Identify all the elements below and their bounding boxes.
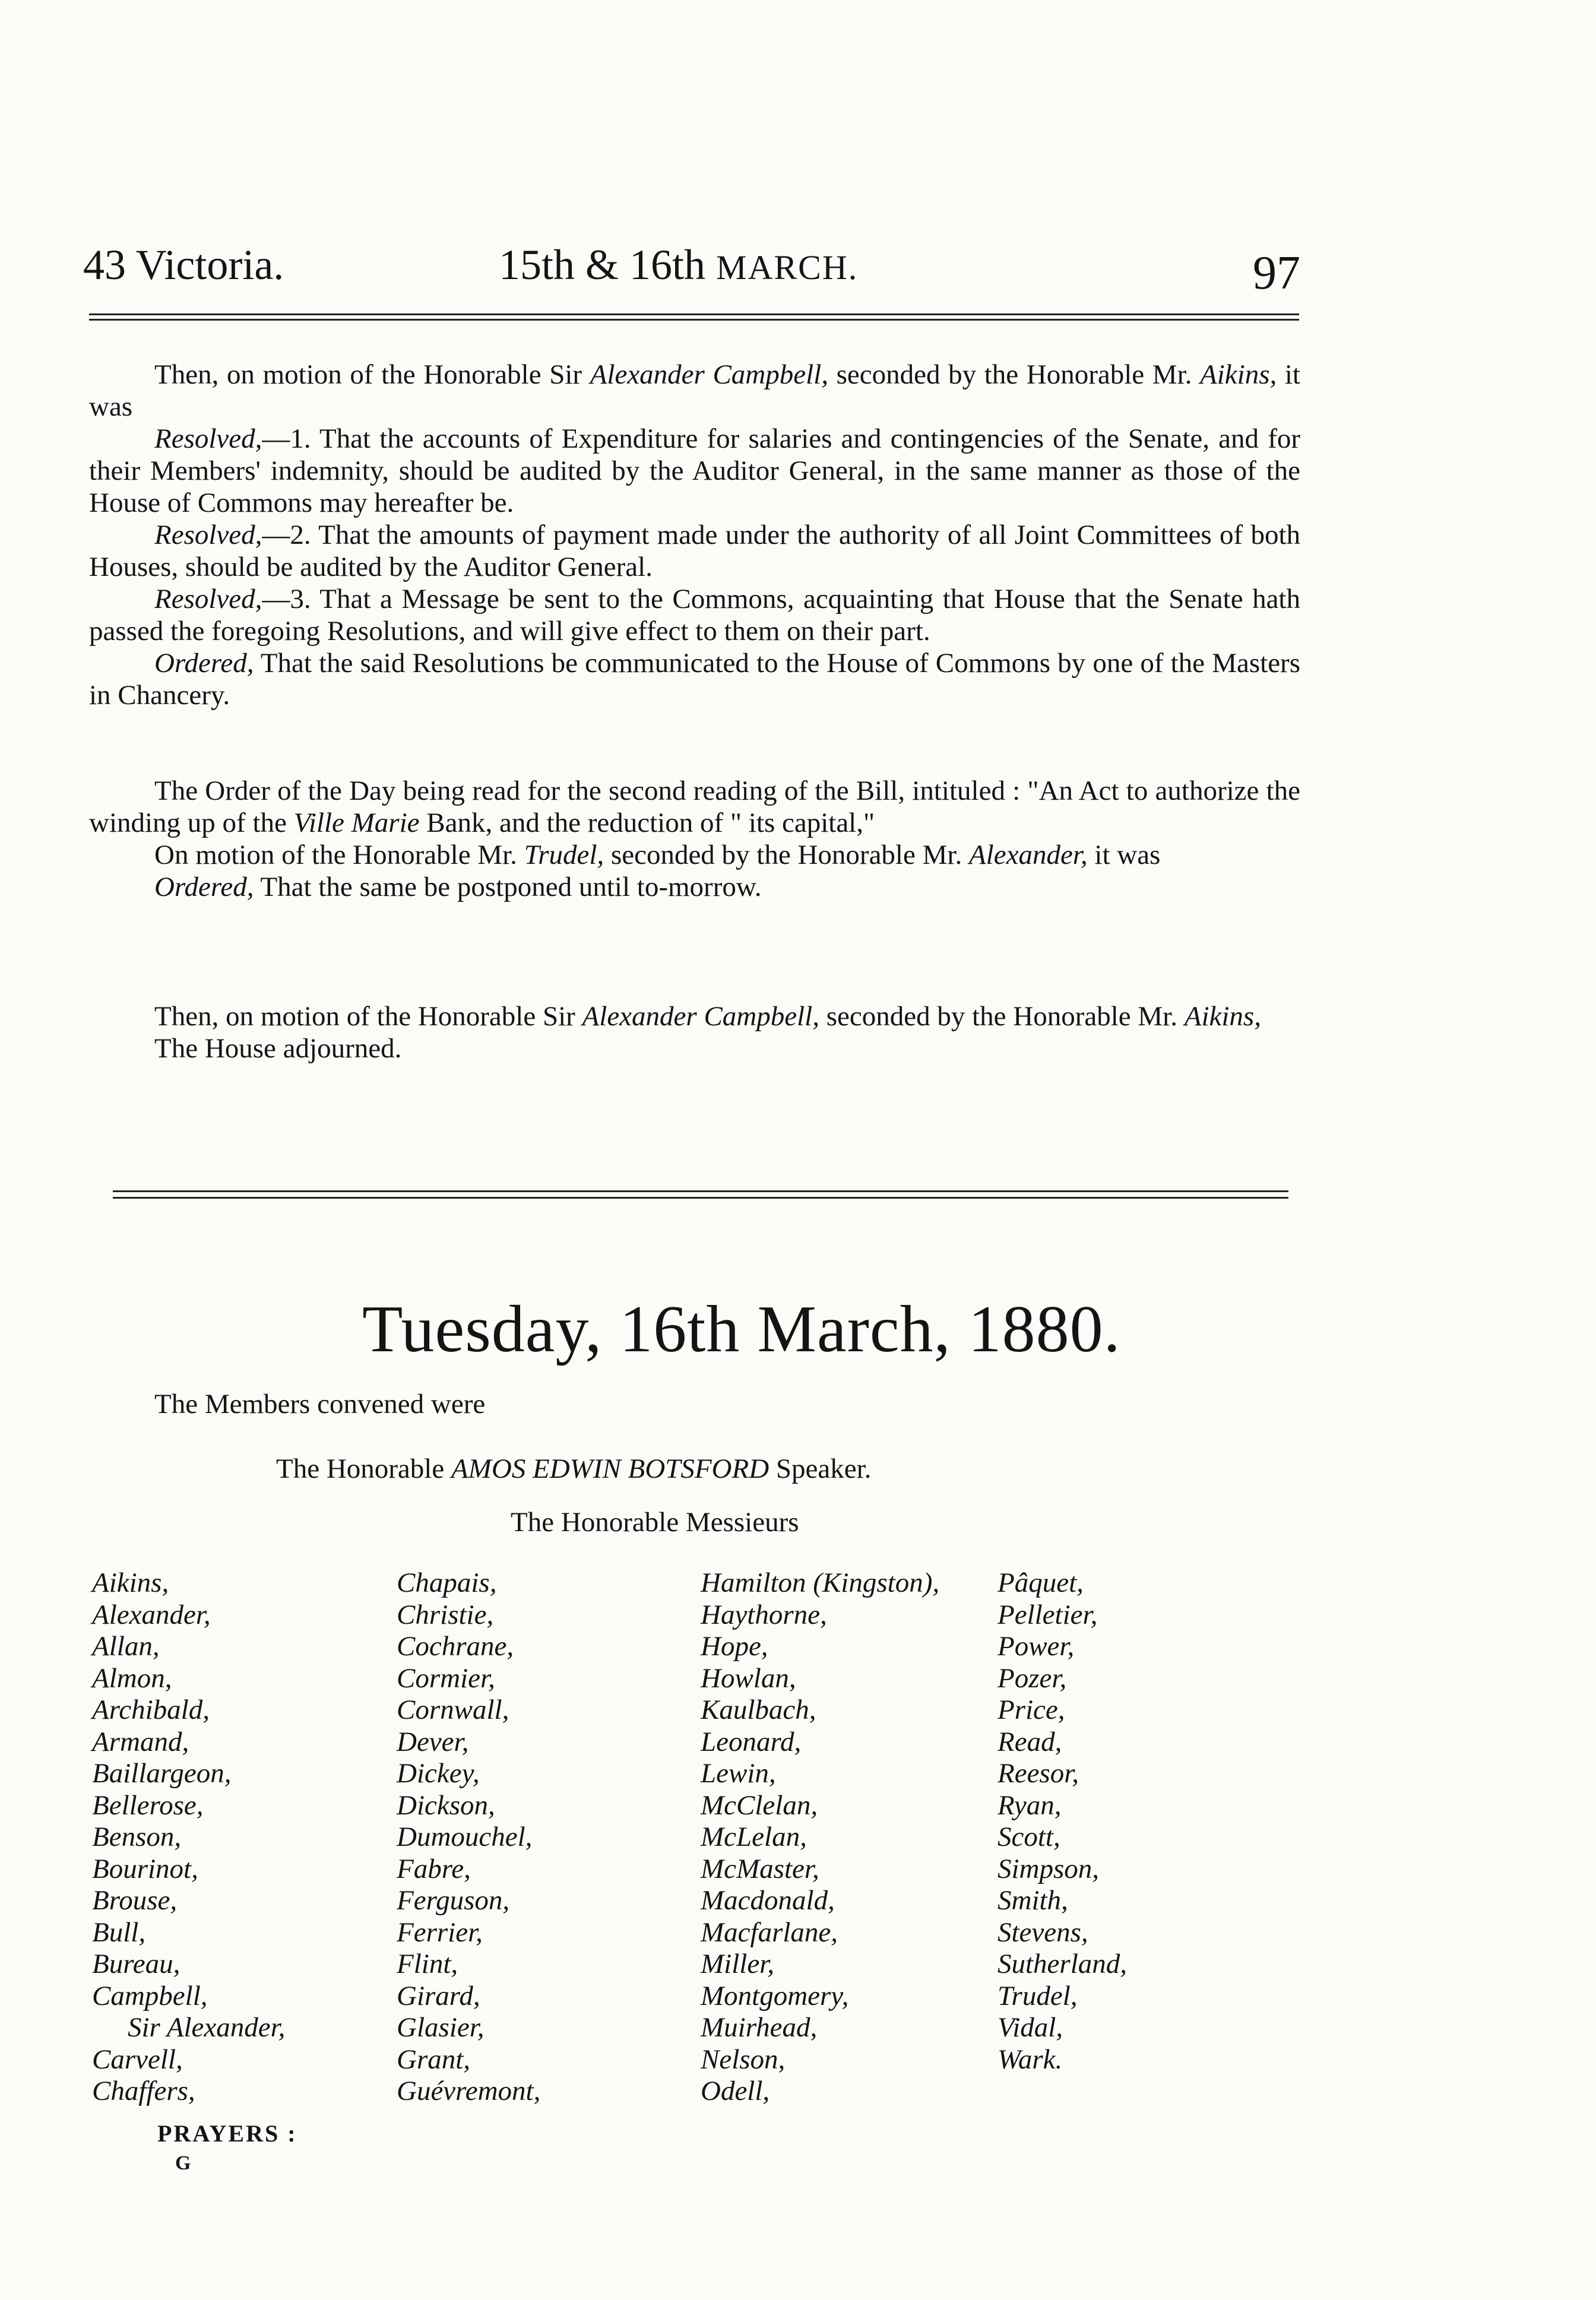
member-name: Pâquet, <box>998 1567 1084 1598</box>
member-name: Kaulbach, <box>701 1694 816 1725</box>
member-name: Cormier, <box>397 1662 495 1694</box>
member-name: Ferguson, <box>397 1885 510 1916</box>
person-name: Alexander Campbell, <box>582 1001 819 1032</box>
member-name: Muirhead, <box>701 2012 818 2043</box>
member-name: Nelson, <box>701 2044 786 2075</box>
order-text: That the said Resolutions be communicated to the House of Commons by one of the Masters in Chancery. <box>89 648 1300 711</box>
members-column-1 <box>92 1567 285 2108</box>
member-name: Cochrane, <box>397 1631 514 1662</box>
sitting-title: Tuesday, 16th March, 1880. <box>362 1292 1121 1366</box>
adjournment-block <box>89 1000 1300 1065</box>
motion-paragraph <box>89 1000 1300 1032</box>
text: seconded by the Honorable Mr. <box>828 359 1201 390</box>
bill-block <box>89 775 1300 903</box>
members-column-3 <box>701 1567 939 2108</box>
member-name: Scott, <box>998 1821 1060 1852</box>
text: Speaker. <box>769 1453 872 1484</box>
member-name: McMaster, <box>701 1853 819 1884</box>
order-text: That the same be postponed until to-morrow. <box>254 872 762 902</box>
member-name: Allan, <box>92 1631 160 1662</box>
text: it was <box>89 359 1300 422</box>
text: Then, on motion of the Honorable Sir <box>154 359 590 390</box>
member-name: Alexander, <box>92 1599 211 1630</box>
member-name: Guévremont, <box>397 2076 541 2106</box>
order-paragraph <box>89 647 1300 711</box>
member-name: Sir Alexander, <box>128 2012 286 2043</box>
member-name: Armand, <box>92 1726 189 1757</box>
bank-name: Ville Marie <box>293 807 420 838</box>
signature-mark: G <box>175 2152 191 2174</box>
resolution-text: —1. That the accounts of Expenditure for salaries and contingencies of the Senate, and for their Members' indemnity, should be audited by the Auditor General, in the same manner as those of the House of Commons may hereafter be. <box>89 423 1300 518</box>
resolved-label: Resolved, <box>154 584 262 614</box>
member-name: Aikins, <box>92 1567 169 1598</box>
member-name: Miller, <box>701 1949 775 1979</box>
convened-line: The Members convened were <box>154 1389 486 1420</box>
member-name: McClelan, <box>701 1789 818 1821</box>
member-name: Bellerose, <box>92 1789 204 1821</box>
member-name: Bourinot, <box>92 1853 198 1884</box>
text: On motion of the Honorable Mr. <box>154 839 524 870</box>
members-column-2 <box>397 1567 540 2108</box>
member-name: Trudel, <box>998 1980 1078 2011</box>
messieurs-line: The Honorable Messieurs <box>511 1507 799 1538</box>
speaker-line <box>276 1453 871 1485</box>
running-head-left: 43 Victoria. <box>83 241 284 289</box>
member-name: Dever, <box>397 1726 469 1757</box>
text: seconded by the Honorable Mr. <box>604 839 969 870</box>
resolution-1 <box>89 423 1300 519</box>
section-divider-bottom <box>113 1197 1288 1199</box>
resolutions-block <box>89 359 1300 711</box>
member-name: Dickson, <box>397 1789 495 1821</box>
member-name: Girard, <box>397 1980 480 2011</box>
member-name: Ferrier, <box>397 1916 483 1948</box>
member-name: Smith, <box>998 1885 1068 1916</box>
member-name: Dickey, <box>397 1758 480 1789</box>
resolution-text: —2. That the amounts of payment made under the authority of all Joint Committees of both Houses, should be audited by the Auditor General. <box>89 519 1300 582</box>
member-name: Macfarlane, <box>701 1916 838 1948</box>
member-name: Campbell, <box>92 1980 208 2011</box>
person-name: Alexander Campbell, <box>590 359 828 390</box>
section-divider-top <box>113 1190 1288 1192</box>
member-name: Hope, <box>701 1631 768 1662</box>
member-name: Brouse, <box>92 1885 178 1916</box>
member-name: Glasier, <box>397 2012 484 2043</box>
person-name: Aikins, <box>1184 1001 1261 1032</box>
running-head-month: MARCH. <box>716 248 859 287</box>
person-name: Alexander, <box>968 839 1088 870</box>
header-rule-top <box>89 313 1299 315</box>
member-name: Baillargeon, <box>92 1758 232 1789</box>
member-name: Montgomery, <box>701 1980 849 2011</box>
member-name: Almon, <box>92 1662 172 1694</box>
prayers-heading: PRAYERS : <box>157 2120 297 2147</box>
member-name: Odell, <box>701 2076 770 2106</box>
member-name: Stevens, <box>998 1916 1088 1948</box>
text: seconded by the Honorable Mr. <box>819 1001 1185 1032</box>
member-name: Read, <box>998 1726 1062 1757</box>
resolved-label: Resolved, <box>154 519 262 550</box>
running-head-center <box>499 240 858 290</box>
member-name: Macdonald, <box>701 1885 835 1916</box>
header-rule-bottom <box>89 319 1299 321</box>
member-name: Pozer, <box>998 1662 1067 1694</box>
member-name: Vidal, <box>998 2012 1063 2043</box>
member-name: Reesor, <box>998 1758 1079 1789</box>
motion-paragraph <box>89 359 1300 423</box>
member-name: Fabre, <box>397 1853 471 1884</box>
member-name: Cornwall, <box>397 1694 509 1725</box>
page-number: 97 <box>1253 247 1300 299</box>
order-paragraph <box>89 871 1300 903</box>
members-column-4 <box>998 1567 1127 2076</box>
member-name: Price, <box>998 1694 1065 1725</box>
member-name: Christie, <box>397 1599 494 1630</box>
running-head-date: 15th & 16th <box>499 241 717 289</box>
member-name: Leonard, <box>701 1726 802 1757</box>
resolution-text: —3. That a Message be sent to the Commons, acquainting that House that the Senate hath passed the foregoing Resolutions, and will give effect to them on their part. <box>89 584 1300 647</box>
motion-paragraph <box>89 839 1300 871</box>
member-name: Dumouchel, <box>397 1821 533 1852</box>
ordered-label: Ordered, <box>154 872 254 902</box>
member-name: Benson, <box>92 1821 182 1852</box>
text: The Honorable <box>276 1453 451 1484</box>
member-name: Ryan, <box>998 1789 1062 1821</box>
resolution-3 <box>89 583 1300 647</box>
text: The Order of the Day being read for the second reading of the Bill, intituled : "An Act to authorize the winding up of the <box>89 775 1300 838</box>
adjourned-line: The House adjourned. <box>154 1033 402 1064</box>
member-name: Simpson, <box>998 1853 1100 1884</box>
member-name: Chaffers, <box>92 2076 195 2106</box>
member-name: Hamilton (Kingston), <box>701 1567 940 1598</box>
member-name: Bull, <box>92 1916 146 1948</box>
resolution-2 <box>89 519 1300 583</box>
member-name: Chapais, <box>397 1567 497 1598</box>
order-of-day-paragraph <box>89 775 1300 839</box>
member-name: Wark. <box>998 2044 1063 2075</box>
member-name: Pelletier, <box>998 1599 1098 1630</box>
member-name: Carvell, <box>92 2044 183 2075</box>
member-name: Power, <box>998 1631 1075 1662</box>
text: Bank, and the reduction of " its capital," <box>419 807 875 838</box>
text: Then, on motion of the Honorable Sir <box>154 1001 582 1032</box>
member-name: McLelan, <box>701 1821 807 1852</box>
member-name: Archibald, <box>92 1694 210 1725</box>
member-name: Bureau, <box>92 1949 180 1979</box>
speaker-name: AMOS EDWIN BOTSFORD <box>451 1453 770 1484</box>
text: it was <box>1087 839 1161 870</box>
ordered-label: Ordered, <box>154 648 254 679</box>
member-name: Lewin, <box>701 1758 776 1789</box>
member-name: Grant, <box>397 2044 471 2075</box>
member-name: Flint, <box>397 1949 458 1979</box>
person-name: Trudel, <box>524 839 604 870</box>
resolved-label: Resolved, <box>154 423 262 454</box>
person-name: Aikins, <box>1200 359 1277 390</box>
member-name: Sutherland, <box>998 1949 1128 1979</box>
member-name: Howlan, <box>701 1662 796 1694</box>
member-name: Haythorne, <box>701 1599 827 1630</box>
